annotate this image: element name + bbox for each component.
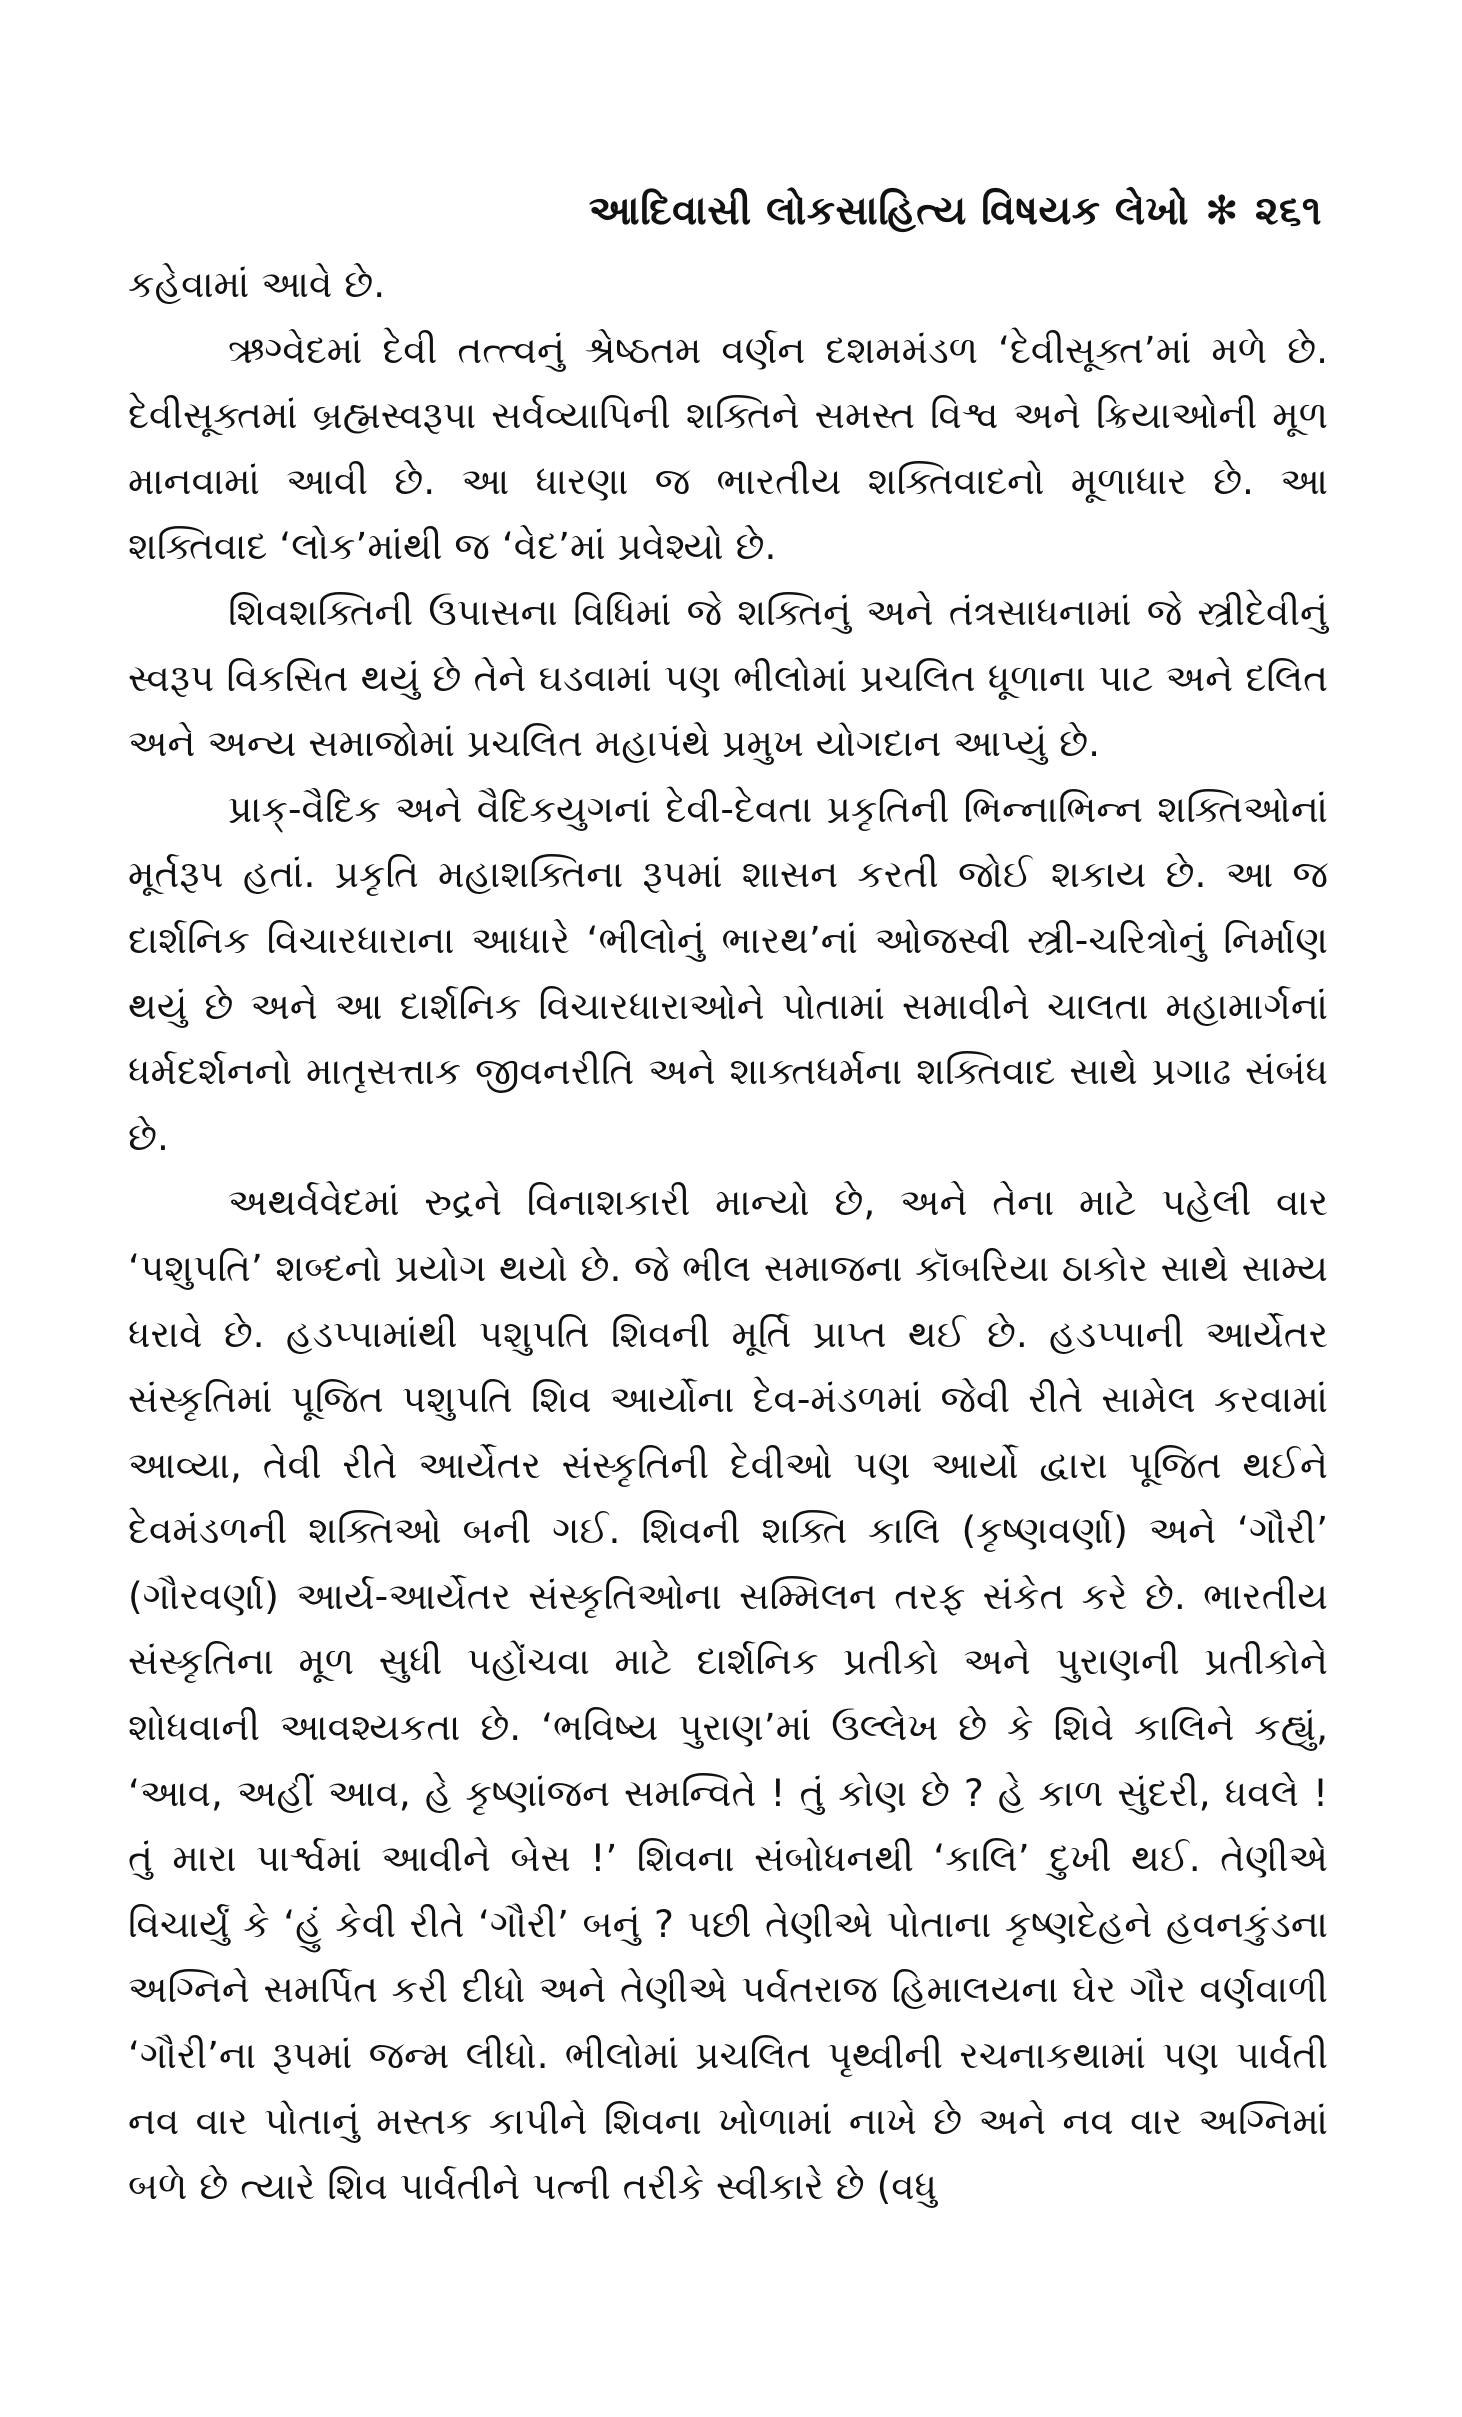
- paragraph-continuation: કહેવામાં આવે છે.: [128, 262, 386, 306]
- body-text: [128, 252, 1328, 2220]
- paragraph-prak-vaidik: પ્રાક્-વૈદિક અને વૈદિકયુગનાં દેવી-દેવતા પ્રકૃતિની ભિન્નાભિન્ન શક્તિઓનાં મૂર્તરૂપ હતાં. પ્રકૃતિ મહાશક્તિના રૂપમાં શાસન કરતી જોઈ શકાય છે. આ જ દાર્શનિક વિચારધારાના આધારે ‘ભીલોનું ભારથ’નાં ઓજસ્વી સ્ત્રી-ચરિત્રોનું નિર્માણ થયું છે અને આ દાર્શનિક વિચારધારાઓને પોતામાં સમાવીને ચાલતા મહામાર્ગનાં ધર્મદર્શનનો માતૃસત્તાક જીવનરીતિ અને શાક્તધર્મના શક્તિવાદ સાથે પ્રગાઢ સંબંધ છે.: [128, 786, 1328, 1159]
- paragraph-atharvaveda: અથર્વવેદમાં રુદ્રને વિનાશકારી માન્યો છે, અને તેના માટે પહેલી વાર ‘પશુપતિ’ શબ્દનો પ્રયોગ થયો છે. જે ભીલ સમાજના કૉબરિયા ઠાકોર સાથે સામ્ય ધરાવે છે. હડપ્પામાંથી પશુપતિ શિવની મૂર્તિ પ્રાપ્ત થઈ છે. હડપ્પાની આર્યેતર સંસ્કૃતિમાં પૂજિત પશુપતિ શિવ આર્યોના દેવ-મંડળમાં જેવી રીતે સામેલ કરવામાં આવ્યા, તેવી રીતે આર્યેતર સંસ્કૃતિની દેવીઓ પણ આર્યો દ્વારા પૂજિત થઈને દેવમંડળની શક્તિઓ બની ગઈ. શિવની શક્તિ કાલિ (કૃષ્ણવર્ણા) અને ‘ગૌરી’ (ગૌરવર્ણા) આર્ય-આર્યેતર સંસ્કૃતિઓના સમ્મિલન તરફ સંકેત કરે છે. ભારતીય સંસ્કૃતિના મૂળ સુધી પહોંચવા માટે દાર્શનિક પ્રતીકો અને પુરાણની પ્રતીકોને શોધવાની આવશ્યકતા છે. ‘ભવિષ્ય પુરાણ’માં ઉલ્લેખ છે કે શિવે કાલિને કહ્યું, ‘આવ, અહીં આવ, હે કૃષ્ણાંજન સમન્વિતે ! તું કોણ છે ? હે કાળ સુંદરી, ધવલે ! તું મારા પાર્શ્વમાં આવીને બેસ !’ શિવના સંબોધનથી ‘કાલિ’ દુખી થઈ. તેણીએ વિચાર્યું કે ‘હું કેવી રીતે ‘ગૌરી’ બનું ? પછી તેણીએ પોતાના કૃષ્ણદેહને હવનકુંડના અગ્નિને સમર્પિત કરી દીધો અને તેણીએ પર્વતરાજ હિમાલયના ઘેર ગૌર વર્ણવાળી ‘ગૌરી’ના રૂપમાં જન્મ લીધો. ભીલોમાં પ્રચલિત પૃથ્વીની રચનાકથામાં પણ પાર્વતી નવ વાર પોતાનું મસ્તક કાપીને શિવના ખોળામાં નાખે છે અને નવ વાર અગ્નિમાં બળે છે ત્યારે શિવ પાર્વતીને પત્ની તરીકે સ્વીકારે છે (વધુ: [128, 1180, 1328, 2209]
- paragraph-shivshakti: શિવશક્તિની ઉપાસના વિધિમાં જે શક્તિનું અને તંત્રસાધનામાં જે સ્ત્રીદેવીનું સ્વરૂપ વિકસિત થયું છે તેને ઘડવામાં પણ ભીલોમાં પ્રચલિત ધૂળાના પાટ અને દલિત અને અન્ય સમાજોમાં પ્રચલિત મહાપંથે પ્રમુખ યોગદાન આપ્યું છે.: [128, 589, 1328, 766]
- running-title: આદિવાસી લોકસાહિત્ય વિષયક લેખો: [588, 188, 1189, 234]
- page-number: ૨૬૧: [1255, 188, 1322, 234]
- asterisk-separator-icon: ✻: [1205, 188, 1240, 234]
- running-header: [589, 188, 1322, 234]
- paragraph-rigveda: ઋગ્વેદમાં દેવી તત્ત્વનું શ્રેષ્ઠતમ વર્ણન દશમમંડળ ‘દેવીસૂક્ત’માં મળે છે. દેવીસૂક્તમાં બ્રહ્મસ્વરૂપા સર્વવ્યાપિની શક્તિને સમસ્ત વિશ્વ અને ક્રિયાઓની મૂળ માનવામાં આવી છે. આ ધારણા જ ભારતીય શક્તિવાદનો મૂળાધાર છે. આ શક્તિવાદ ‘લોક’માંથી જ ‘વેદ’માં પ્રવેશ્યો છે.: [128, 327, 1328, 569]
